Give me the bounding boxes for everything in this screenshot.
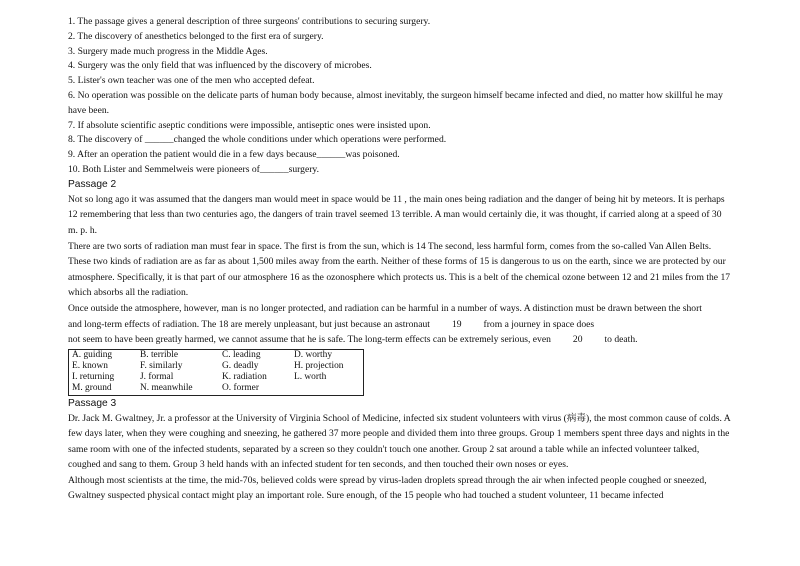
option-cell: M. ground: [72, 383, 112, 394]
options-row: [69, 372, 364, 383]
option-cell: J. formal: [140, 372, 174, 383]
question-7: 7. If absolute scientific aseptic conditions were impossible, antiseptic ones were insisted upon.: [68, 119, 431, 131]
passage-2-paragraph-1: Not so long ago it was assumed that the dangers man would meet in space would be 11 , the main ones being radiation and the danger of being hit by meteors. It is perhaps 12 remembering that less than two centuries ago, the dangers of train travel seemed 13 terrible. A man would certainly die, it was thought, if carried along at a speed of 30 m. p. h.: [68, 193, 725, 236]
line-2-text-a: and long-term effects of radiation. The 18 are merely unpleasant, but just because an astronaut: [68, 318, 430, 330]
options-row: [69, 383, 364, 395]
option-cell: F. similarly: [140, 360, 183, 371]
blank-20: 20: [572, 334, 583, 346]
word-options-table: [68, 349, 364, 396]
question-9: 9. After an operation the patient would die in a few days because______was poisoned.: [68, 149, 400, 161]
passage-3-heading: Passage 3: [68, 397, 117, 409]
option-cell: I. returning: [72, 372, 115, 383]
paragraph-3-line-1: Once outside the atmosphere, however, man is no longer protected, and radiation can be harmful in a number of ways. A distinction must be drawn between the short: [68, 302, 702, 314]
question-2: 2. The discovery of anesthetics belonged to the first era of surgery.: [68, 30, 324, 42]
passage-3-paragraph-1: Dr. Jack M. Gwaltney, Jr. a professor at the University of Virginia School of Medicine, infected six student volunteers with virus (病毒), the most common cause of colds. A few days later, when they were coughing and sneezing, he gathered 37 more people and divided them into three groups. Group 1 members spent three days and nights in the same room with one of the infected students, separated by a screen so they couldn't touch one another. Group 2 sat around a table while an infected volunteer talked, coughed and sang to them. Group 3 held hands with an infected student for ten seconds, and then touched their own noses or eyes.: [68, 412, 731, 471]
option-cell: E. known: [72, 360, 108, 371]
question-5: 5. Lister's own teacher was one of the men who accepted defeat.: [68, 75, 315, 87]
line-3-text-c: to death.: [604, 334, 638, 346]
options-row: [69, 349, 364, 361]
question-3: 3. Surgery made much progress in the Middle Ages.: [68, 45, 268, 57]
paragraph-3-line-2: [68, 317, 733, 333]
option-cell: D. worthy: [294, 349, 333, 360]
option-cell: A. guiding: [72, 349, 113, 360]
option-cell: C. leading: [222, 349, 261, 360]
question-4: 4. Surgery was the only field that was influenced by the discovery of microbes.: [68, 60, 372, 72]
question-6: 6. No operation was possible on the delicate parts of human body because, almost inevitably, the surgeon himself became infected and died, no matter how skillful he may have been.: [68, 89, 723, 116]
option-cell: K. radiation: [222, 372, 267, 383]
question-1: 1. The passage gives a general description of three surgeons' contributions to securing surgery.: [68, 16, 431, 27]
option-cell: N. meanwhile: [140, 383, 193, 394]
option-cell: O. former: [222, 383, 259, 394]
option-cell: H. projection: [294, 360, 344, 371]
option-cell: G. deadly: [222, 360, 259, 371]
blank-19: 19: [451, 318, 462, 330]
passage-2-heading: Passage 2: [68, 178, 117, 190]
line-3-text-a: not seem to have been greatly harmed, we cannot assume that he is safe. The long-term effects can be extremely serious, even: [68, 334, 551, 346]
option-cell: B. terrible: [140, 349, 179, 360]
passage-3-paragraph-2: Although most scientists at the time, the mid-70s, believed colds were spread by virus-laden droplets spread through the air when infected people coughed or sneezed, Gwaltney suspected physical contact might play an important role. Sure enough, of the 15 people who had touched a student volunteer, 11 became infected: [68, 474, 707, 502]
option-cell: [291, 383, 364, 395]
question-10: 10. Both Lister and Semmelweis were pioneers of______surgery.: [68, 163, 319, 175]
options-row: [69, 361, 364, 372]
paragraph-3-line-3: [68, 332, 733, 348]
line-2-text-c: from a journey in space does: [483, 318, 595, 330]
option-cell: L. worth: [294, 372, 327, 383]
passage-2-paragraph-3: [68, 301, 733, 348]
question-8: 8. The discovery of ______changed the whole conditions under which operations were performed.: [68, 134, 447, 146]
passage-2-paragraph-2: There are two sorts of radiation man must fear in space. The first is from the sun, which is 14 The second, less harmful form, comes from the so-called Van Allen Belts. These two kinds of radiation are as far as about 1,500 miles away from the earth. Neither of these forms of 15 is dangerous to us on the earth, since we are protected by our atmosphere. Specifically, it is that part of our atmosphere 16 as the ozonosphere which protects us. This is a belt of the chemical ozone between 12 and 21 miles from the 17 which absorbs all the radiation.: [68, 240, 731, 299]
document-page: [68, 15, 733, 504]
